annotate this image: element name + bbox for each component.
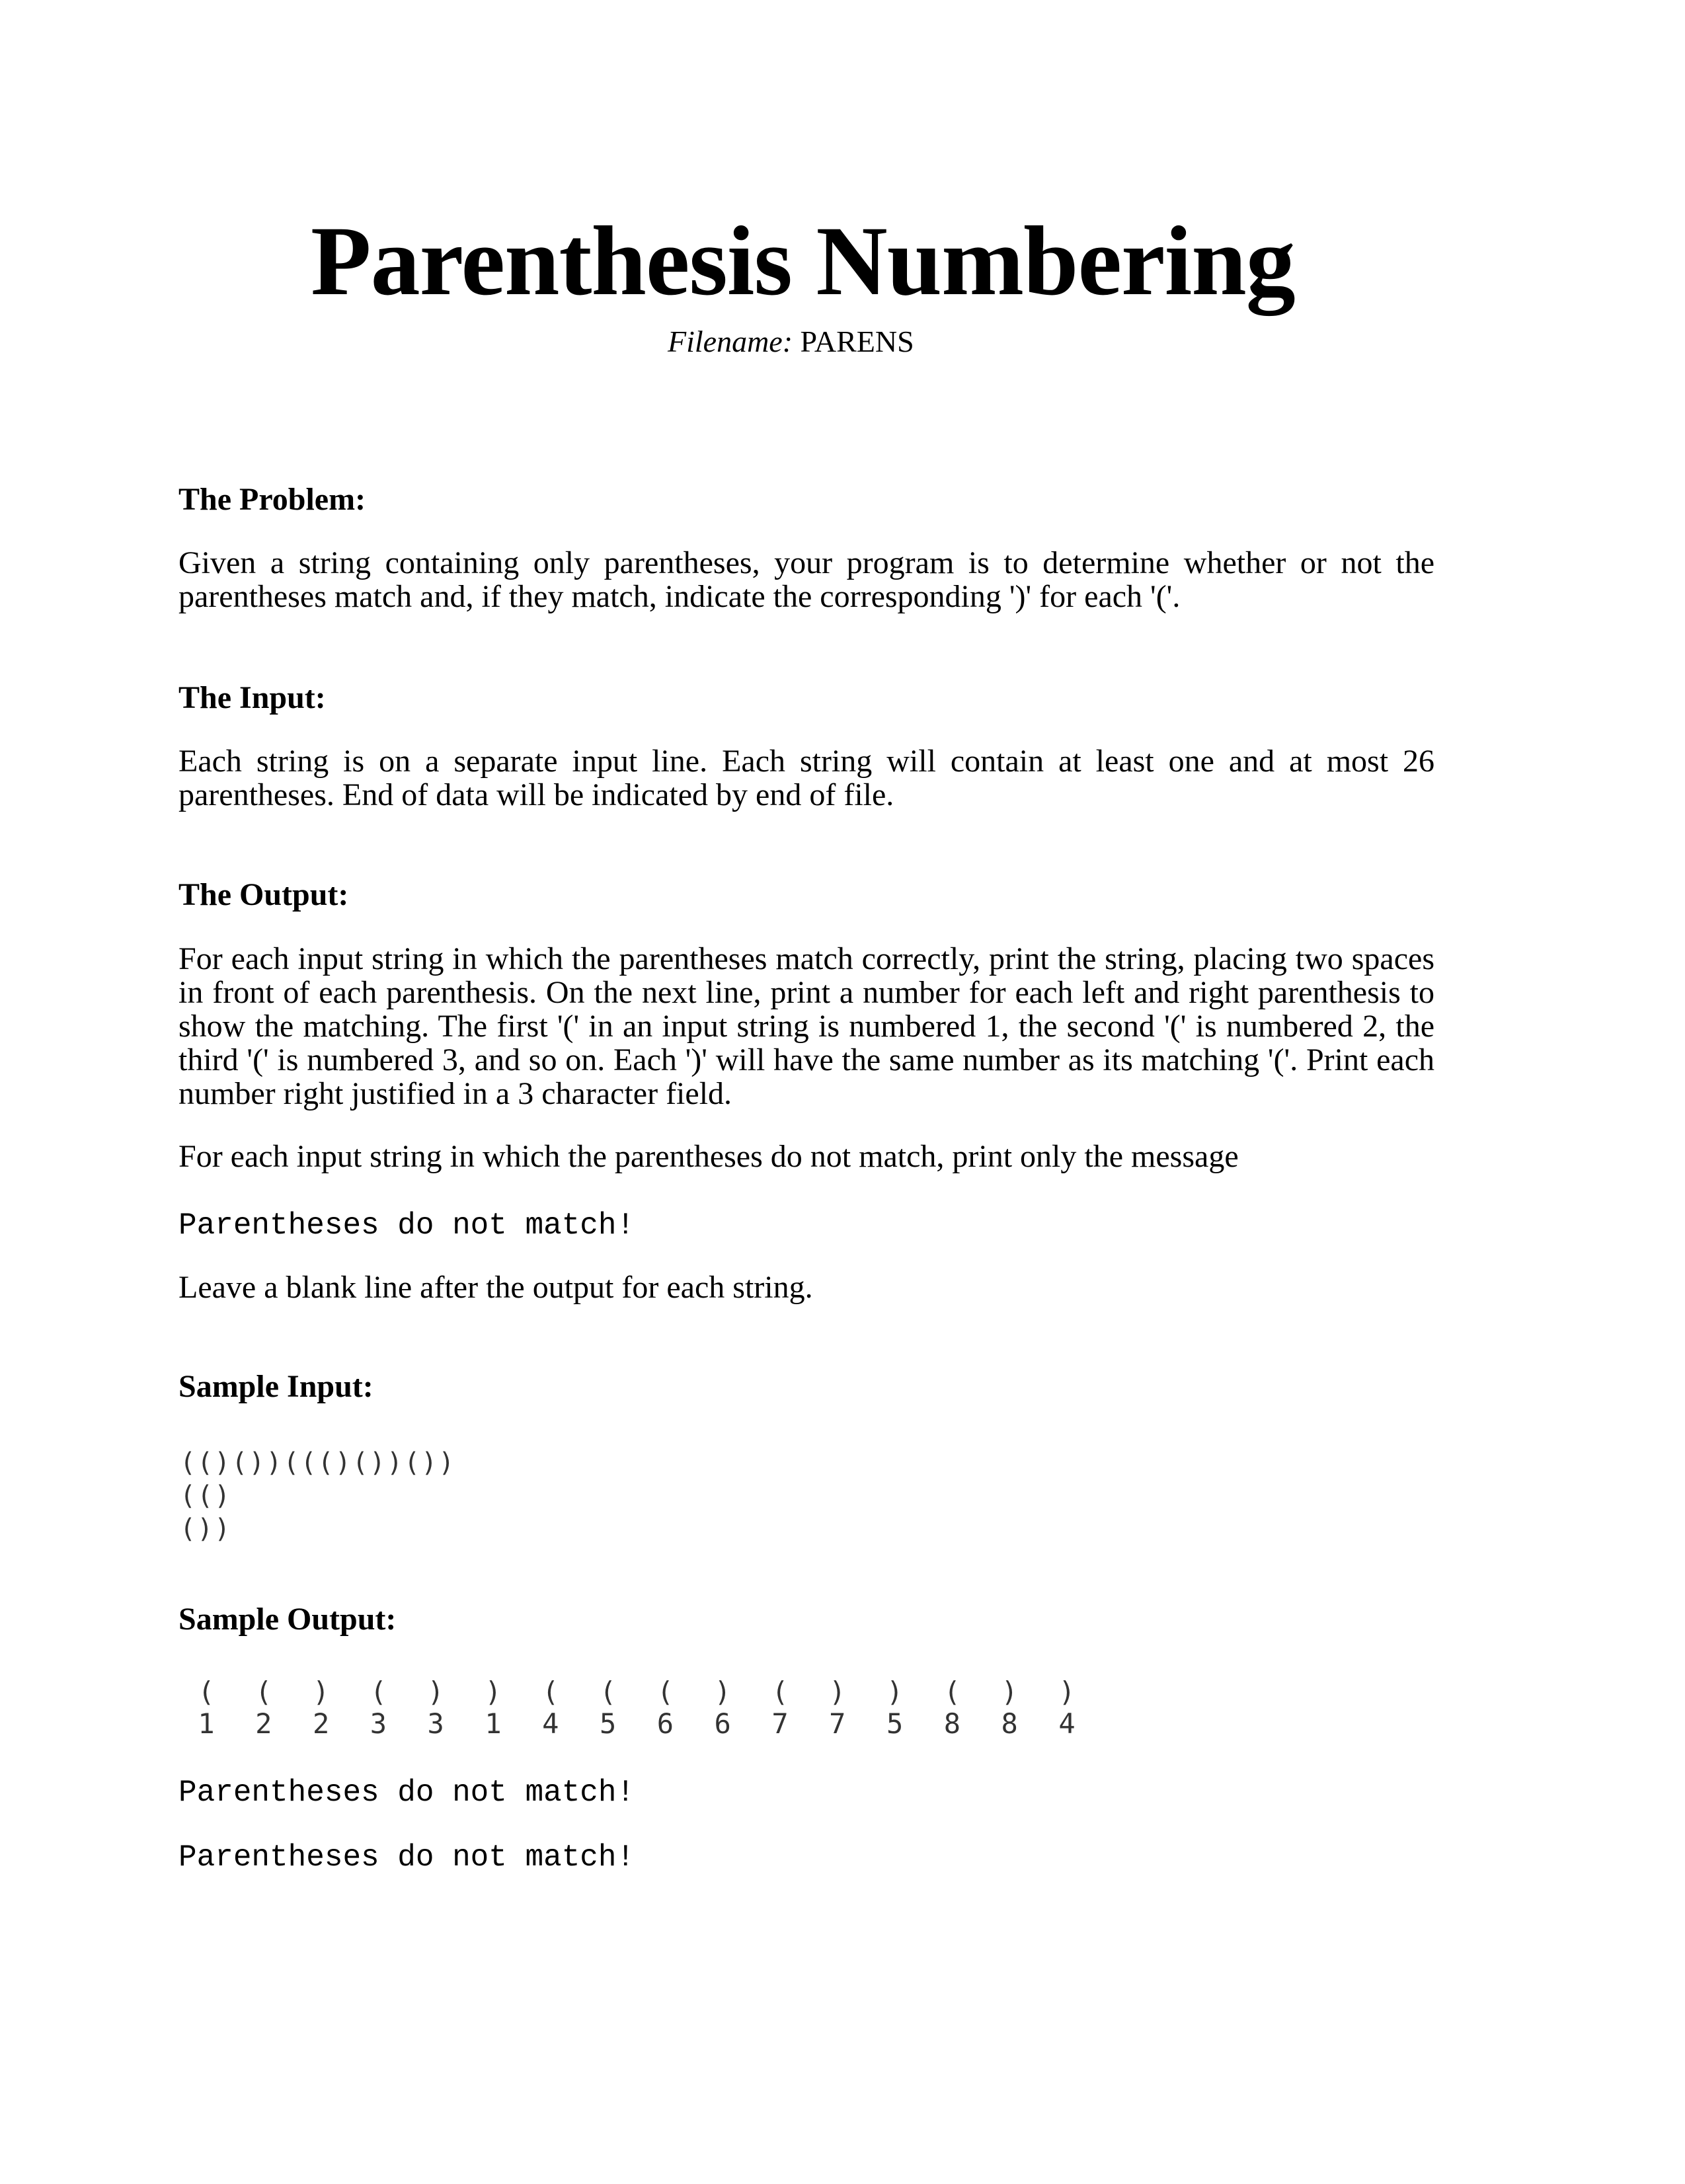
sample-output-message: Parentheses do not match! (178, 1840, 635, 1875)
sample-output-paren: ( (198, 1676, 215, 1708)
filename-label: Filename: (668, 325, 793, 358)
sample-output-paren: ) (829, 1676, 846, 1708)
output-text-3: Leave a blank line after the output for each string. (178, 1270, 813, 1305)
sample-output-paren: ( (771, 1676, 789, 1708)
sample-input-line: (()())((()())()) (180, 1448, 456, 1478)
sample-output-message: Parentheses do not match! (178, 1775, 635, 1810)
sample-output-paren: ) (886, 1676, 904, 1708)
filename-line (668, 324, 914, 359)
sample-output-paren: ( (599, 1676, 617, 1708)
sample-input-block (180, 1446, 455, 1545)
input-text: Each string is on a separate input line. Each string will contain at least one and at most 26 parentheses. End of data will be indicated by end of file. (178, 744, 1434, 812)
output-heading: The Output: (178, 877, 349, 912)
sample-output-number: 2 (312, 1707, 330, 1740)
sample-output-paren: ) (714, 1676, 731, 1708)
sample-input-heading: Sample Input: (178, 1369, 373, 1404)
sample-output-number: 5 (886, 1707, 904, 1740)
sample-output-number: 2 (255, 1707, 272, 1740)
input-heading: The Input: (178, 680, 326, 715)
sample-output-number: 7 (829, 1707, 846, 1740)
sample-output-paren: ) (1001, 1676, 1018, 1708)
sample-output-paren: ( (656, 1676, 674, 1708)
sample-output-number: 6 (714, 1707, 731, 1740)
sample-output-number: 3 (427, 1707, 444, 1740)
no-match-message: Parentheses do not match! (178, 1208, 635, 1243)
sample-input-line: ()) (180, 1514, 232, 1544)
sample-input-line: (() (180, 1481, 232, 1511)
sample-output-number-row (0, 1707, 1685, 1740)
sample-output-number: 8 (1001, 1707, 1018, 1740)
sample-output-paren: ) (427, 1676, 444, 1708)
sample-output-number: 6 (656, 1707, 674, 1740)
sample-output-paren: ) (1058, 1676, 1076, 1708)
sample-output-heading: Sample Output: (178, 1602, 397, 1637)
sample-output-paren: ( (255, 1676, 272, 1708)
sample-output-number: 8 (943, 1707, 961, 1740)
problem-heading: The Problem: (178, 482, 366, 517)
sample-output-number: 1 (198, 1707, 215, 1740)
sample-output-paren-row (0, 1676, 1685, 1709)
sample-output-paren: ( (943, 1676, 961, 1708)
sample-output-number: 5 (599, 1707, 617, 1740)
problem-text: Given a string containing only parentheses, your program is to determine whether or not the parentheses match and, if they match, indicate the corresponding ')' for each '('. (178, 545, 1434, 614)
sample-output-paren: ) (312, 1676, 330, 1708)
sample-output-paren: ) (485, 1676, 502, 1708)
sample-output-number: 3 (370, 1707, 387, 1740)
output-text-1: For each input string in which the parentheses match correctly, print the string, placing two spaces in front of each parenthesis. On the next line, print a number for each left and right parenthesis to show the matching. The first '(' in an input string is numbered 1, the second '(' is numbered 2, the third '(' is numbered 3, and so on. Each ')' will have the same number as its matching '('. Print each number right justified in a 3 character field. (178, 941, 1434, 1111)
sample-output-number: 4 (1058, 1707, 1076, 1740)
output-text-2: For each input string in which the parentheses do not match, print only the message (178, 1139, 1239, 1174)
sample-output-paren: ( (370, 1676, 387, 1708)
sample-output-number: 1 (485, 1707, 502, 1740)
sample-output-number: 4 (542, 1707, 559, 1740)
sample-output-number: 7 (771, 1707, 789, 1740)
filename-value: PARENS (800, 325, 914, 358)
page-title: Parenthesis Numbering (311, 206, 1295, 316)
sample-output-paren: ( (542, 1676, 559, 1708)
